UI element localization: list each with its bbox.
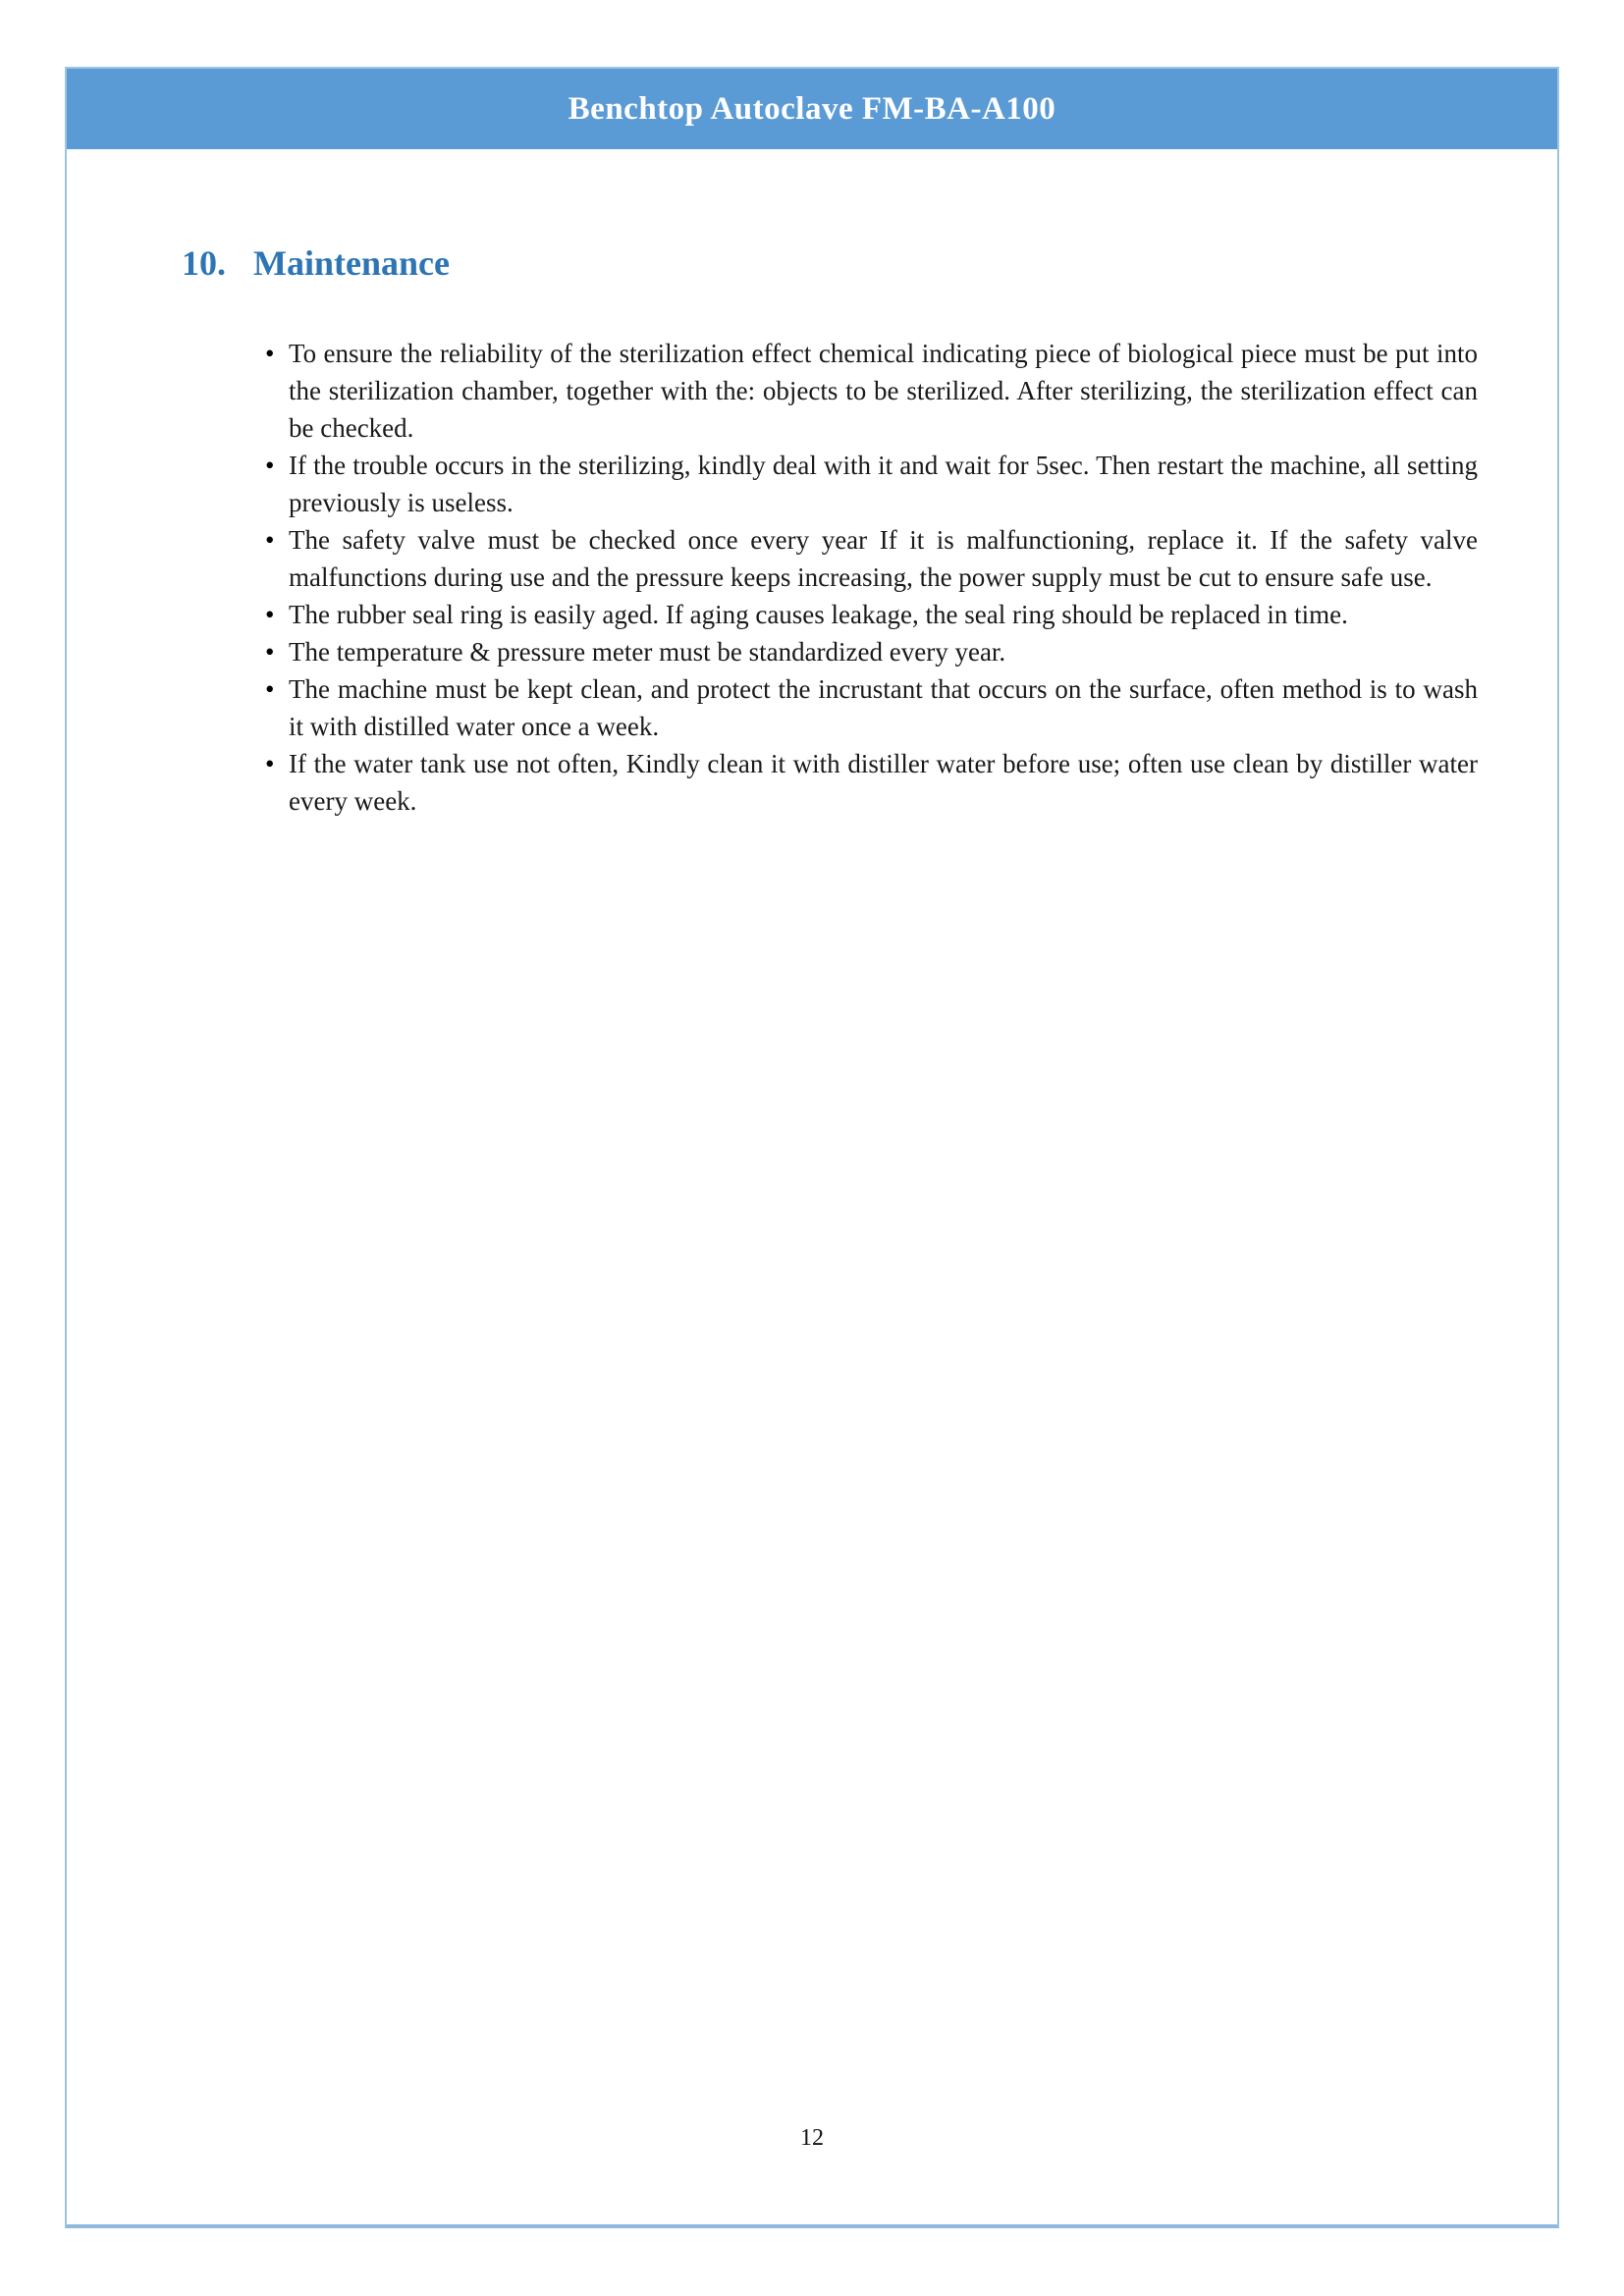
bullet-item-rubber-seal-ring: • The rubber seal ring is easily aged. If aging causes leakage, the seal ring should be replaced in time. — [289, 596, 1478, 633]
page-header-banner — [67, 69, 1557, 149]
page-number: 12 — [800, 2125, 824, 2151]
section-title: Maintenance — [253, 243, 450, 283]
document-page — [65, 67, 1559, 2228]
section-number: 10. — [182, 243, 226, 283]
maintenance-section — [67, 242, 1557, 820]
bullet-item-water-tank: • If the water tank use not often, Kindly clean it with distiller water before use; often use clean by distiller water every week. — [289, 745, 1478, 820]
bullet-item-trouble-restart: • If the trouble occurs in the sterilizing, kindly deal with it and wait for 5sec. Then restart the machine, all setting previously is useless. — [289, 447, 1478, 521]
bullet-item-keep-clean: • The machine must be kept clean, and protect the incrustant that occurs on the surface, often method is to wash it with distilled water once a week. — [289, 670, 1478, 745]
section-heading — [182, 242, 1557, 284]
bullet-item-safety-valve: • The safety valve must be checked once every year If it is malfunctioning, replace it. If the safety valve malfunctions during use and the pressure keeps increasing, the power supply must be cut to ensure safe use. — [289, 521, 1478, 596]
document-title: Benchtop Autoclave FM-BA-A100 — [568, 90, 1056, 127]
maintenance-bullet-list — [67, 335, 1478, 820]
bullet-item-meter-standardization: • The temperature & pressure meter must be standardized every year. — [289, 633, 1478, 670]
bullet-item-sterilization-check: • To ensure the reliability of the sterilization effect chemical indicating piece of biological piece must be put into the sterilization chamber, together with the: objects to be sterilized. After sterilizing, the sterilization effect can be checked. — [289, 335, 1478, 447]
